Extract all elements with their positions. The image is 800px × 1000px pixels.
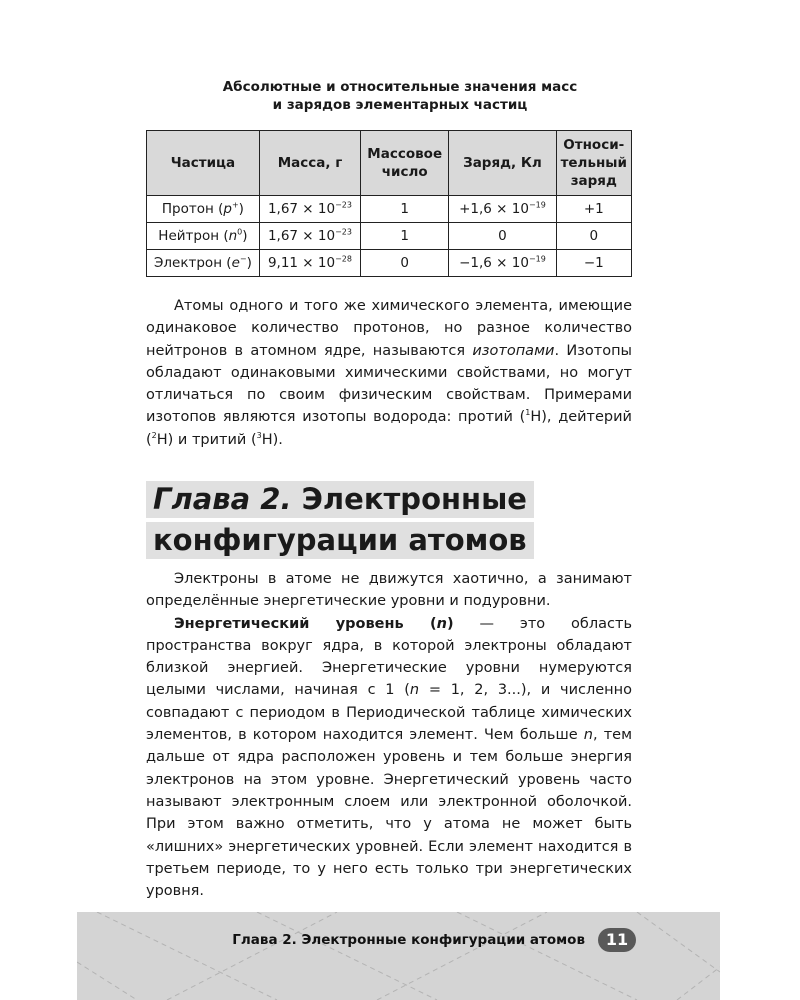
cell-mass-number: 1: [361, 223, 449, 250]
cell-particle: Нейтрон $(n^0)$: [147, 223, 260, 250]
chapter-label: Глава 2.: [153, 482, 292, 516]
chapter-heading: [146, 481, 534, 559]
cell-mass: $1,67 \times 10^{-23}$: [259, 196, 360, 223]
energy-level-paragraph: Энергетический уровень (n) — это область пространства вокруг ядра, в которой электроны обладают близкой энергией. Энергетические уровни нумеруются целыми числами, начиная с 1 (n = 1, 2, 3...), и численно совпадают с периодом в Периодической таблице химических элементов, в котором находится элемент. Чем больше n, тем дальше от ядра расположен уровень и тем больше энергия электронов на этом уровне. Энергетический уровень часто называют электронным слоем или электронной оболочкой. При этом важно отметить, что у атома не может быть «лишних» энергетических уровней. Если элемент находится в третьем периоде, то у него есть только три энергетических уровня.: [146, 615, 633, 900]
chapter-heading-line1: Глава 2. Электронные: [146, 481, 534, 518]
col-header-mass: Масса, г: [259, 131, 360, 196]
col-header-relative-charge: Относи-тельный заряд: [556, 131, 631, 196]
table-row: [147, 223, 632, 250]
cell-charge: $+1,6 \times 10^{-19}$: [449, 196, 556, 223]
particles-table: [146, 130, 632, 277]
body-text: [146, 568, 632, 902]
col-header-mass-number: Массовое число: [361, 131, 449, 196]
intro-paragraph: Электроны в атоме не движутся хаотично, а занимают определённые энергетические уровни и подуровни.: [146, 571, 632, 610]
col-header-charge: Заряд, Кл: [449, 131, 556, 196]
cell-mass: $9,11 \times 10^{-28}$: [259, 250, 360, 277]
table-caption-line1: Абсолютные и относительные значения масс: [222, 79, 578, 95]
chapter-heading-line2: конфигурации атомов: [146, 522, 534, 559]
page-footer: [77, 912, 720, 1000]
term-energy-level: Энергетический уровень (n): [174, 615, 454, 632]
col-header-particle: Частица: [147, 131, 260, 196]
cell-relative-charge: +1: [556, 196, 631, 223]
isotopes-paragraph: Атомы одного и того же химического элемента, имеющие одинаковое количество протонов, но разное количество нейтронов в атомном ядре, называются изотопами. Изотопы обладают одинаковыми химическими свойствами, но могут отличаться по своим физическим свойствам. Примерами изотопов являются изотопы водорода: протий ($^1$H), дейтерий ($^2$H) и тритий ($^3$H).: [146, 298, 632, 448]
cell-relative-charge: 0: [556, 223, 631, 250]
cell-mass-number: 0: [361, 250, 449, 277]
table-header-row: [147, 131, 632, 196]
cell-particle: Электрон (e−): [147, 250, 260, 277]
table-caption-line2: и зарядов элементарных частиц: [272, 97, 528, 113]
running-title: Глава 2. Электронные конфигурации атомов: [232, 932, 585, 948]
term-isotopes: изотопами: [472, 342, 555, 359]
cell-mass: $1,67 \times 10^{-23}$: [259, 223, 360, 250]
table-caption: [0, 78, 800, 114]
footer-pattern: [77, 912, 720, 1000]
table-row: [147, 196, 632, 223]
cell-particle: Протон (p+): [147, 196, 260, 223]
page-number: 11: [598, 928, 636, 952]
cell-mass-number: 1: [361, 196, 449, 223]
cell-charge: $-1,6 \times 10^{-19}$: [449, 250, 556, 277]
cell-relative-charge: −1: [556, 250, 631, 277]
table-row: [147, 250, 632, 277]
cell-charge: 0: [449, 223, 556, 250]
